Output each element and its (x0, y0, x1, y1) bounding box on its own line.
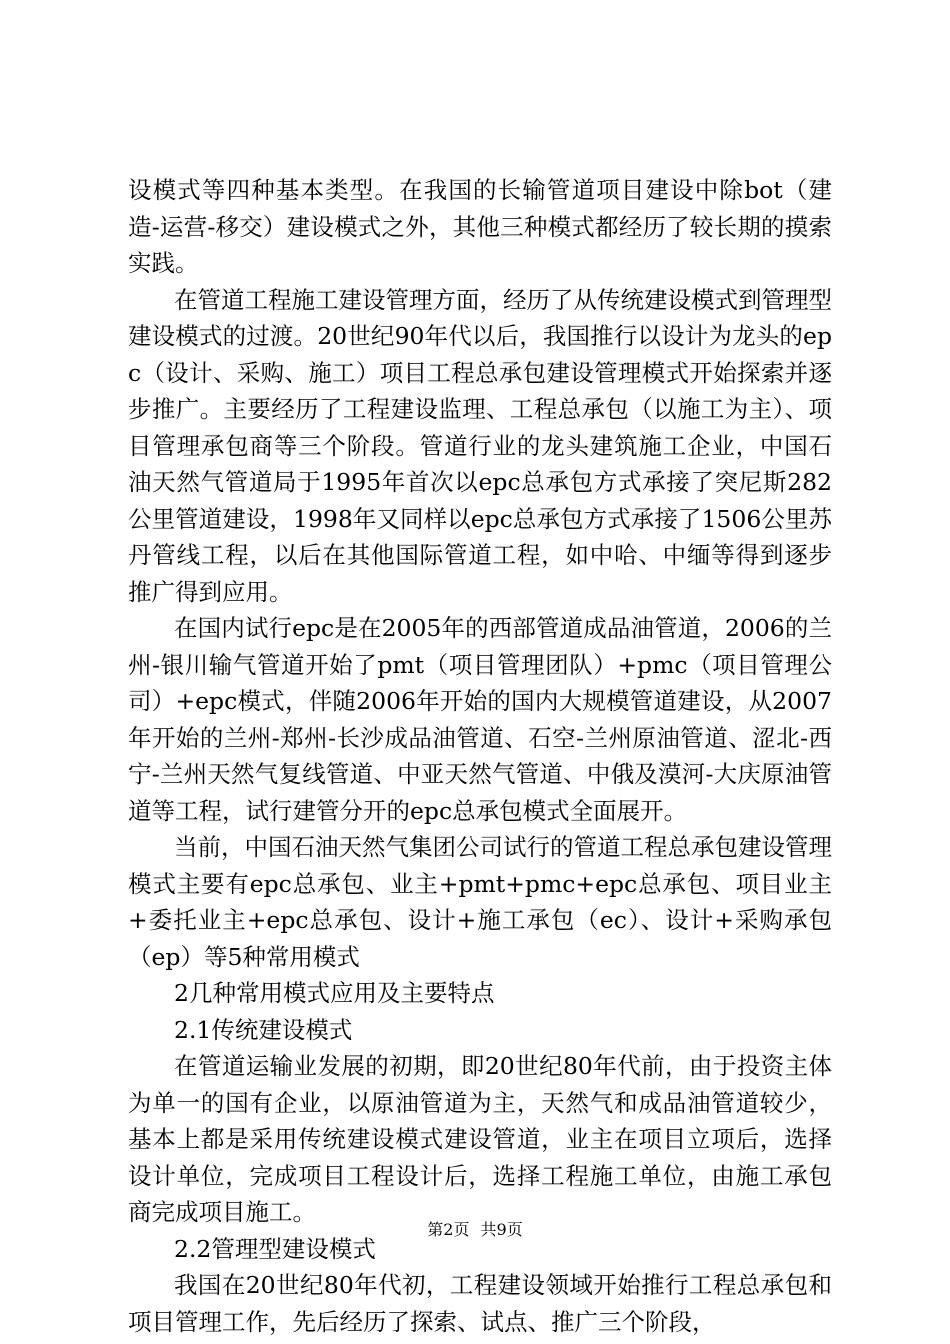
page-footer (0, 1220, 950, 1240)
section-heading: 2几种常用模式应用及主要特点 (174, 979, 495, 1007)
page-total: 共9页 (480, 1220, 523, 1239)
subsection-heading: 2.1传统建设模式 (174, 1015, 353, 1044)
paragraph: 在国内试行epc是在2005年的西部管道成品油管道，2006的兰州-银川输气管道开始了pmt（项目管理团队）+pmc（项目管理公司）+epc模式，伴随2006年开始的国内大规模管道建设，从2007年开始的兰州-郑州-长沙成品油管道、石空-兰州原油管道、涩北-西宁-兰州天然气复线管道、中亚天然气管道、中俄及漠河-大庆原油管道等工程，试行建管分开的epc总承包模式全面展开。 (128, 614, 832, 825)
paragraph-continuation: 设模式等四种基本类型。在我国的长输管道项目建设中除bot（建造-运营-移交）建设模式之外，其他三种模式都经历了较长期的摸索实践。 (128, 176, 832, 277)
document-body (128, 172, 832, 1340)
paragraph: 在管道工程施工建设管理方面，经历了从传统建设模式到管理型建设模式的过渡。20世纪90年代以后，我国推行以设计为龙头的epc（设计、采购、施工）项目工程总承包建设管理模式开始探索并逐步推广。主要经历了工程建设监理、工程总承包（以施工为主）、项目管理承包商等三个阶段。管道行业的龙头建筑施工企业，中国石油天然气管道局于1995年首次以epc总承包方式承接了突尼斯282公里管道建设，1998年又同样以epc总承包方式承接了1506公里苏丹管线工程，以后在其他国际管道工程，如中哈、中缅等得到逐步推广得到应用。 (128, 285, 832, 606)
paragraph: 当前，中国石油天然气集团公司试行的管道工程总承包建设管理模式主要有epc总承包、业主+pmt+pmc+epc总承包、项目业主+委托业主+epc总承包、设计+施工承包（ec）、设计+采购承包（ep）等5种常用模式 (128, 833, 832, 971)
page-number: 第2页 (427, 1220, 470, 1239)
subsection-heading: 2.2管理型建设模式 (174, 1234, 376, 1263)
paragraph: 在管道运输业发展的初期，即20世纪80年代前，由于投资主体为单一的国有企业，以原油管道为主，天然气和成品油管道较少，基本上都是采用传统建设模式建设管道，业主在项目立项后，选择设计单位，完成项目工程设计后，选择工程施工单位，由施工承包商完成项目施工。 (128, 1052, 832, 1226)
paragraph: 我国在20世纪80年代初，工程建设领域开始推行工程总承包和项目管理工作，先后经历了探索、试点、推广三个阶段， (128, 1271, 832, 1336)
